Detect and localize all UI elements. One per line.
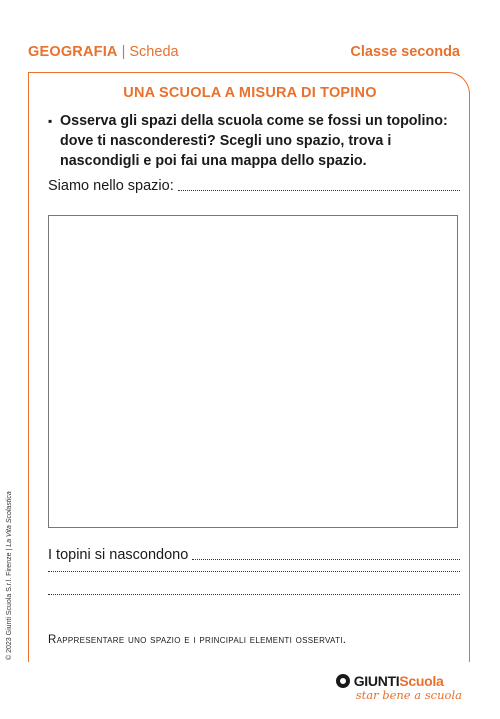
bullet-icon: ▪ bbox=[48, 114, 53, 128]
logo-brand-scuola: Scuola bbox=[399, 673, 444, 689]
answer-line[interactable] bbox=[48, 593, 460, 595]
logo-brand: GIUNTI bbox=[353, 673, 400, 689]
hide-field-label: I topini si nascondono bbox=[48, 547, 189, 563]
giunti-logo-icon bbox=[336, 674, 350, 688]
answer-line[interactable] bbox=[48, 570, 460, 572]
copyright-credit bbox=[6, 491, 13, 660]
class-label: Classe seconda bbox=[350, 44, 460, 60]
hide-field-line[interactable] bbox=[192, 558, 460, 560]
hide-field[interactable] bbox=[48, 547, 460, 563]
giunti-scuola-logo bbox=[336, 673, 462, 702]
hide-field-line-3[interactable] bbox=[48, 593, 460, 598]
footer-objective: Rappresentare uno spazio e i principali elementi osservati. bbox=[48, 634, 347, 646]
subject-label: GEOGRAFIA bbox=[28, 44, 118, 60]
hide-field-line-2[interactable] bbox=[48, 570, 460, 575]
instruction-block bbox=[48, 111, 463, 171]
instruction-text: Osserva gli spazi della scuola come se fossi un topolino: dove ti nasconderesti? Scegli uno spazio, trova i nascondigli e poi fai una mappa dello spazio. bbox=[60, 113, 448, 169]
space-field[interactable] bbox=[48, 178, 460, 194]
header-separator: | bbox=[121, 44, 126, 60]
header-subject bbox=[28, 44, 179, 60]
logo-tagline: star bene a scuola bbox=[355, 688, 462, 702]
space-field-line[interactable] bbox=[178, 189, 460, 191]
credit-publication: La Vita Scolastica bbox=[6, 491, 13, 547]
space-field-label: Siamo nello spazio: bbox=[48, 178, 174, 194]
worksheet-title: UNA SCUOLA A MISURA DI TOPINO bbox=[123, 85, 377, 101]
sheet-kind-label: Scheda bbox=[129, 44, 179, 60]
map-drawing-area[interactable] bbox=[48, 215, 458, 528]
credit-text: © 2023 Giunti Scuola S.r.l. Firenze | bbox=[6, 546, 13, 660]
